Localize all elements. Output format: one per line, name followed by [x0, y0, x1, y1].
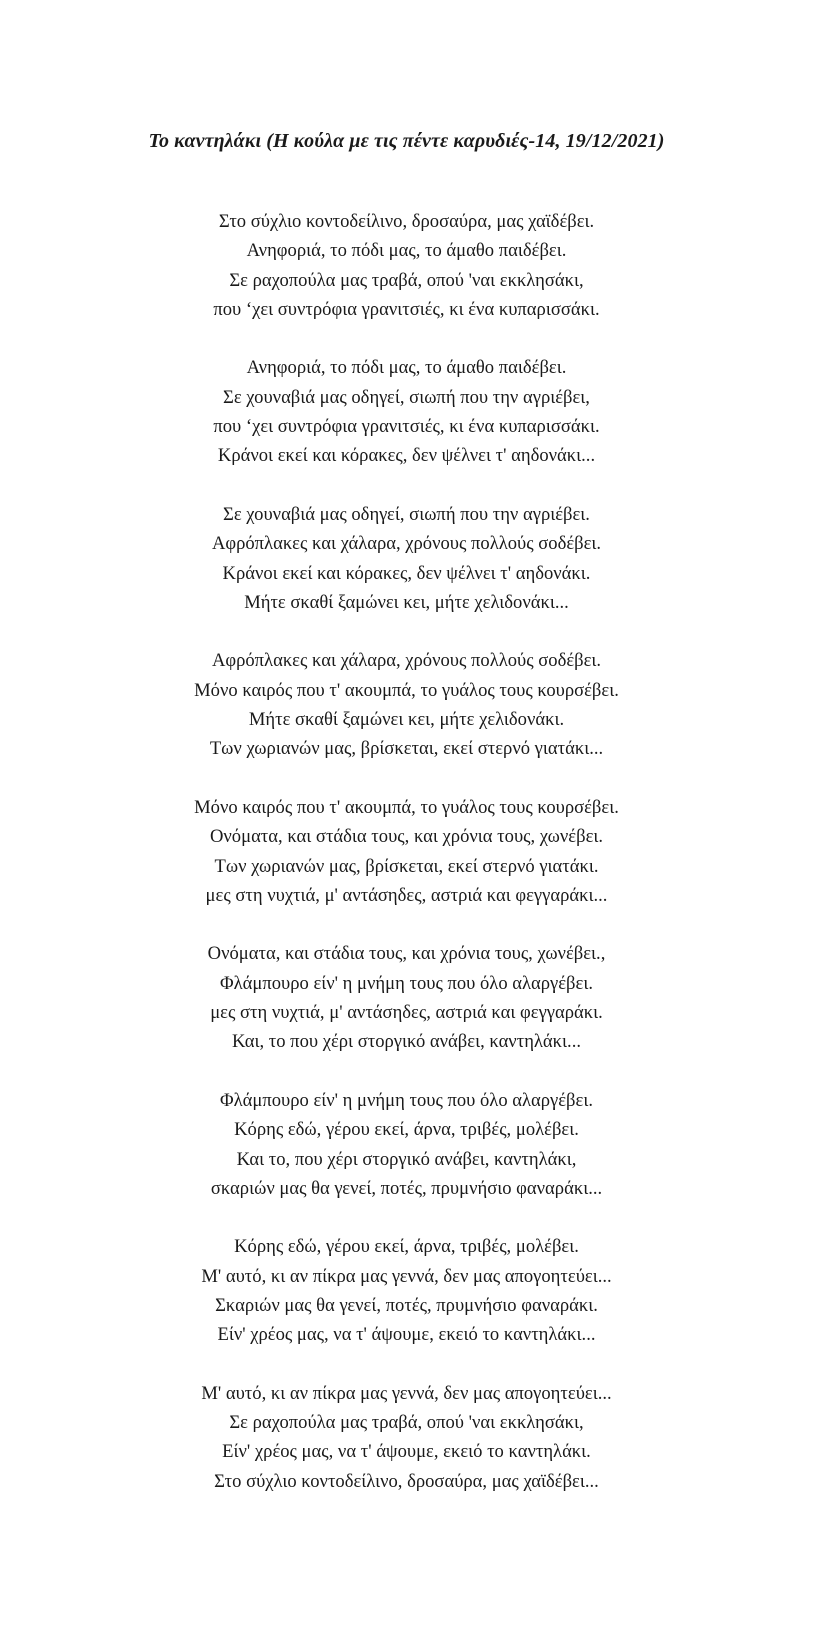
poem-line: Μήτε σκαθί ξαμώνει κει, μήτε χελιδονάκι.	[248, 709, 565, 731]
poem-line: Των χωριανών μας, βρίσκεται, εκεί στερνό γιατάκι...	[209, 738, 604, 760]
poem-line: μες στη νυχτιά, μ' αντάσηδες, αστριά και φεγγαράκι.	[210, 1002, 603, 1024]
poem-line: Αφρόπλακες και χάλαρα, χρόνους πολλούς σοδέβει.	[211, 533, 602, 555]
poem-line: Είν' χρέος μας, να τ' άψουμε, εκειό το καντηλάκι.	[222, 1441, 591, 1463]
poem-line: που ‘χει συντρόφια γρανιτσιές, κι ένα κυπαρισσάκι.	[213, 416, 600, 438]
poem-line: Κράνοι εκεί και κόρακες, δεν ψέλνει τ' αηδονάκι.	[222, 562, 591, 584]
poem-title: Το καντηλάκι (Η κούλα με τις πέντε καρυδιές-14, 19/12/2021)	[148, 130, 665, 152]
poem-line: Ανηφοριά, το πόδι μας, το άμαθο παιδέβει.	[246, 357, 567, 379]
stanza	[0, 500, 813, 617]
poem-line: Σε χουναβιά μας οδηγεί, σιωπή που την αγριέβει.	[223, 503, 590, 525]
poem-line: Στο σύχλιο κοντοδείλινο, δροσαύρα, μας χαϊδέβει.	[218, 211, 595, 232]
stanza	[0, 1379, 813, 1496]
poem-line: μες στη νυχτιά, μ' αντάσηδες, αστριά και φεγγαράκι...	[205, 884, 608, 906]
poem-line: Ανηφοριά, το πόδι μας, το άμαθο παιδέβει.	[246, 240, 567, 262]
poem-line: Στο σύχλιο κοντοδείλινο, δροσαύρα, μας χαϊδέβει...	[214, 1470, 599, 1492]
poem-line: Μόνο καιρός που τ' ακουμπά, το γυάλος τους κουρσέβει.	[194, 796, 619, 818]
poem-body	[0, 207, 813, 1525]
poem-line: Μόνο καιρός που τ' ακουμπά, το γυάλος τους κουρσέβει.	[194, 679, 619, 701]
poem-line: Κόρης εδώ, γέρου εκεί, άρνα, τριβές, μολέβει.	[234, 1236, 579, 1258]
stanza	[0, 1232, 813, 1349]
poem-line: Μ' αυτό, κι αν πίκρα μας γεννά, δεν μας απογοητεύει...	[201, 1265, 612, 1287]
poem-line: Μήτε σκαθί ξαμώνει κει, μήτε χελιδονάκι...	[244, 591, 569, 613]
poem-line: Κόρης εδώ, γέρου εκεί, άρνα, τριβές, μολέβει.	[234, 1119, 579, 1141]
poem-line: Σε ραχοπούλα μας τραβά, οπού 'ναι εκκλησάκι,	[229, 1412, 584, 1434]
stanza	[0, 646, 813, 763]
stanza	[0, 207, 813, 324]
poem-line: Των χωριανών μας, βρίσκεται, εκεί στερνό γιατάκι.	[214, 855, 599, 877]
poem-line: Σε ραχοπούλα μας τραβά, οπού 'ναι εκκλησάκι,	[229, 269, 584, 291]
poem-line: Σε χουναβιά μας οδηγεί, σιωπή που την αγριέβει,	[223, 386, 590, 408]
poem-line: Ονόματα, και στάδια τους, και χρόνια τους, χωνέβει.	[209, 826, 604, 848]
stanza	[0, 1086, 813, 1203]
poem-line: Σκαριών μας θα γενεί, ποτές, πρυμνήσιο φαναράκι.	[215, 1294, 598, 1316]
poem-line: Κράνοι εκεί και κόρακες, δεν ψέλνει τ' αηδονάκι...	[217, 445, 596, 467]
poem-line: Μ' αυτό, κι αν πίκρα μας γεννά, δεν μας απογοητεύει...	[201, 1382, 612, 1404]
poem-line: που ‘χει συντρόφια γρανιτσιές, κι ένα κυπαρισσάκι.	[213, 298, 600, 320]
stanza	[0, 353, 813, 470]
stanza	[0, 793, 813, 910]
poem-line: Και, το που χέρι στοργικό ανάβει, καντηλάκι...	[231, 1031, 581, 1053]
poem-line: Είν' χρέος μας, να τ' άψουμε, εκειό το καντηλάκι...	[217, 1324, 596, 1346]
poem-line: Φλάμπουρο είν' η μνήμη τους που όλο αλαργέβει.	[220, 1089, 593, 1111]
poem-line: Και το, που χέρι στοργικό ανάβει, καντηλάκι,	[236, 1148, 577, 1170]
poem-line: Φλάμπουρο είν' η μνήμη τους που όλο αλαργέβει.	[220, 972, 593, 994]
poem-line: Αφρόπλακες και χάλαρα, χρόνους πολλούς σοδέβει.	[211, 650, 602, 672]
poem-line: σκαριών μας θα γενεί, ποτές, πρυμνήσιο φαναράκι...	[210, 1177, 603, 1199]
poem-line: Ονόματα, και στάδια τους, και χρόνια τους, χωνέβει.,	[207, 943, 606, 965]
stanza	[0, 939, 813, 1056]
